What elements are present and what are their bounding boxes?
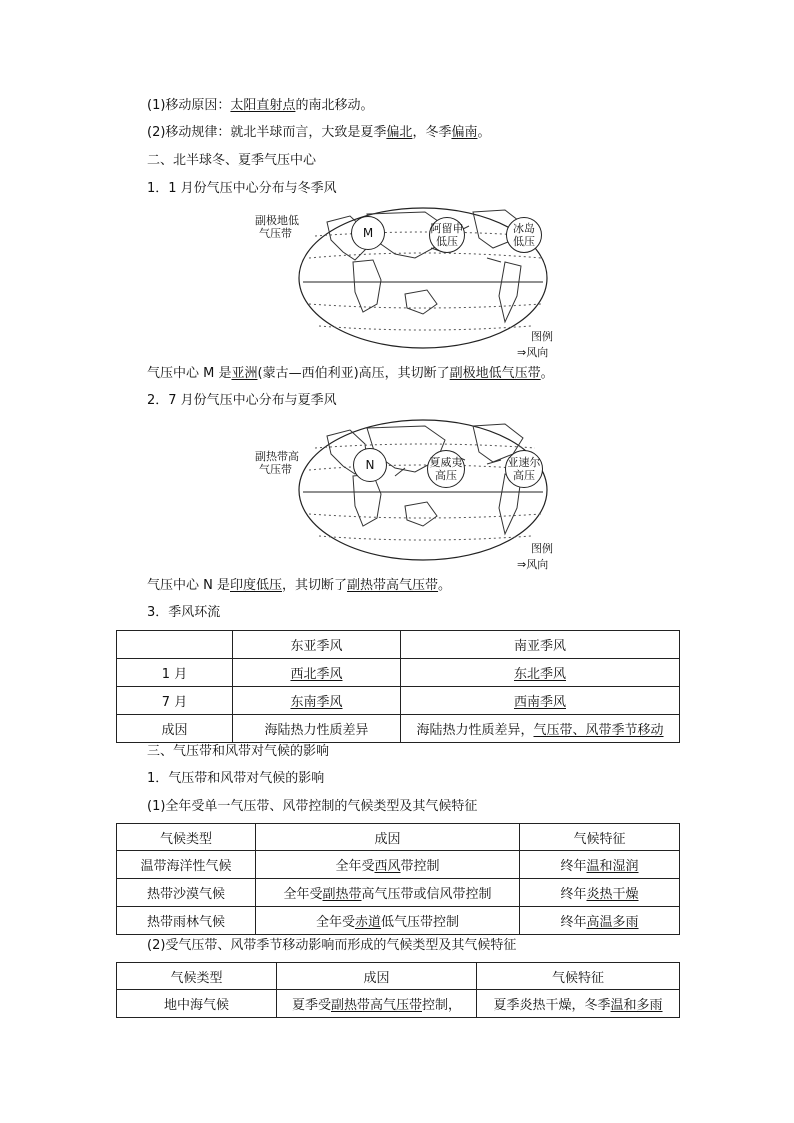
legend-title: 图例: [531, 330, 553, 343]
arrow-icon: ⇒: [517, 558, 527, 571]
table-header: 气候类型 成因 气候特征: [117, 824, 680, 851]
monsoon-table: [116, 630, 680, 743]
answer-blank: 副极地低气压带: [449, 366, 541, 381]
table-row: 地中海气候 夏季受副热带高气压带控制， 夏季炎热干燥，冬季温和多雨: [117, 990, 680, 1018]
section-heading: 二、北半球冬、夏季气压中心: [147, 153, 317, 168]
table-row: 1 月 西北季风 东北季风: [117, 659, 680, 687]
pressure-center-m: M: [351, 216, 385, 250]
part-heading: (1)全年受单一气压带、风带控制的气候类型及其气候特征: [147, 799, 478, 814]
climate-table-2: [116, 962, 680, 1018]
table-header: 气候类型 成因 气候特征: [117, 963, 680, 990]
answer-blank: 副热带高气压带: [347, 578, 439, 593]
subsection-heading: 3．季风环流: [147, 605, 221, 620]
move-reason-line: (1)移动原因：太阳直射点的南北移动。: [147, 98, 374, 113]
table-row: 7 月 东南季风 西南季风: [117, 687, 680, 715]
table-row: 热带沙漠气候 全年受副热带高气压带或信风带控制 终年炎热干燥: [117, 879, 680, 907]
section-heading: 三、气压带和风带对气候的影响: [147, 744, 330, 759]
answer-blank: 亚洲: [231, 366, 258, 381]
legend-title: 图例: [531, 542, 553, 555]
table-row: 成因 海陆热力性质差异 海陆热力性质差异，气压带、风带季节移动: [117, 715, 680, 743]
table-row: 温带海洋性气候 全年受西风带控制 终年温和湿润: [117, 851, 680, 879]
map-caption: 气压中心 M 是亚洲(蒙古—西伯利亚)高压，其切断了副极地低气压带。: [147, 366, 554, 381]
answer-blank: 偏北: [386, 125, 413, 140]
january-pressure-map: [255, 200, 555, 360]
legend-item: ⇒风向: [517, 346, 549, 359]
july-pressure-map: [255, 414, 555, 572]
aleutian-low: 阿留申 低压: [429, 217, 465, 253]
map-outline: [299, 420, 547, 560]
side-label: 副热带高 气压带: [255, 450, 299, 476]
answer-blank: 偏南: [451, 125, 478, 140]
climate-table-1: [116, 823, 680, 935]
iceland-low: 冰岛 低压: [506, 217, 542, 253]
subsection-heading: 1．气压带和风带对气候的影响: [147, 771, 325, 786]
subsection-heading: 1．1 月份气压中心分布与冬季风: [147, 181, 337, 196]
table-row: 热带雨林气候 全年受赤道低气压带控制 终年高温多雨: [117, 907, 680, 935]
subsection-heading: 2．7 月份气压中心分布与夏季风: [147, 393, 337, 408]
hawaiian-high: 夏威夷 高压: [427, 450, 465, 488]
azores-high: 亚速尔 高压: [505, 450, 543, 488]
table-header: 东亚季风 南亚季风: [117, 631, 680, 659]
map-caption: 气压中心 N 是印度低压，其切断了副热带高气压带。: [147, 578, 452, 593]
part-heading: (2)受气压带、风带季节移动影响而形成的气候类型及其气候特征: [147, 938, 517, 953]
answer-blank: 印度低压: [230, 578, 283, 593]
answer-blank: 太阳直射点: [230, 98, 296, 113]
side-label: 副极地低 气压带: [255, 214, 299, 240]
arrow-icon: ⇒: [517, 346, 527, 359]
legend-item: ⇒风向: [517, 558, 549, 571]
pressure-center-n: N: [353, 448, 387, 482]
move-rule-line: (2)移动规律：就北半球而言，大致是夏季偏北，冬季偏南。: [147, 125, 491, 140]
